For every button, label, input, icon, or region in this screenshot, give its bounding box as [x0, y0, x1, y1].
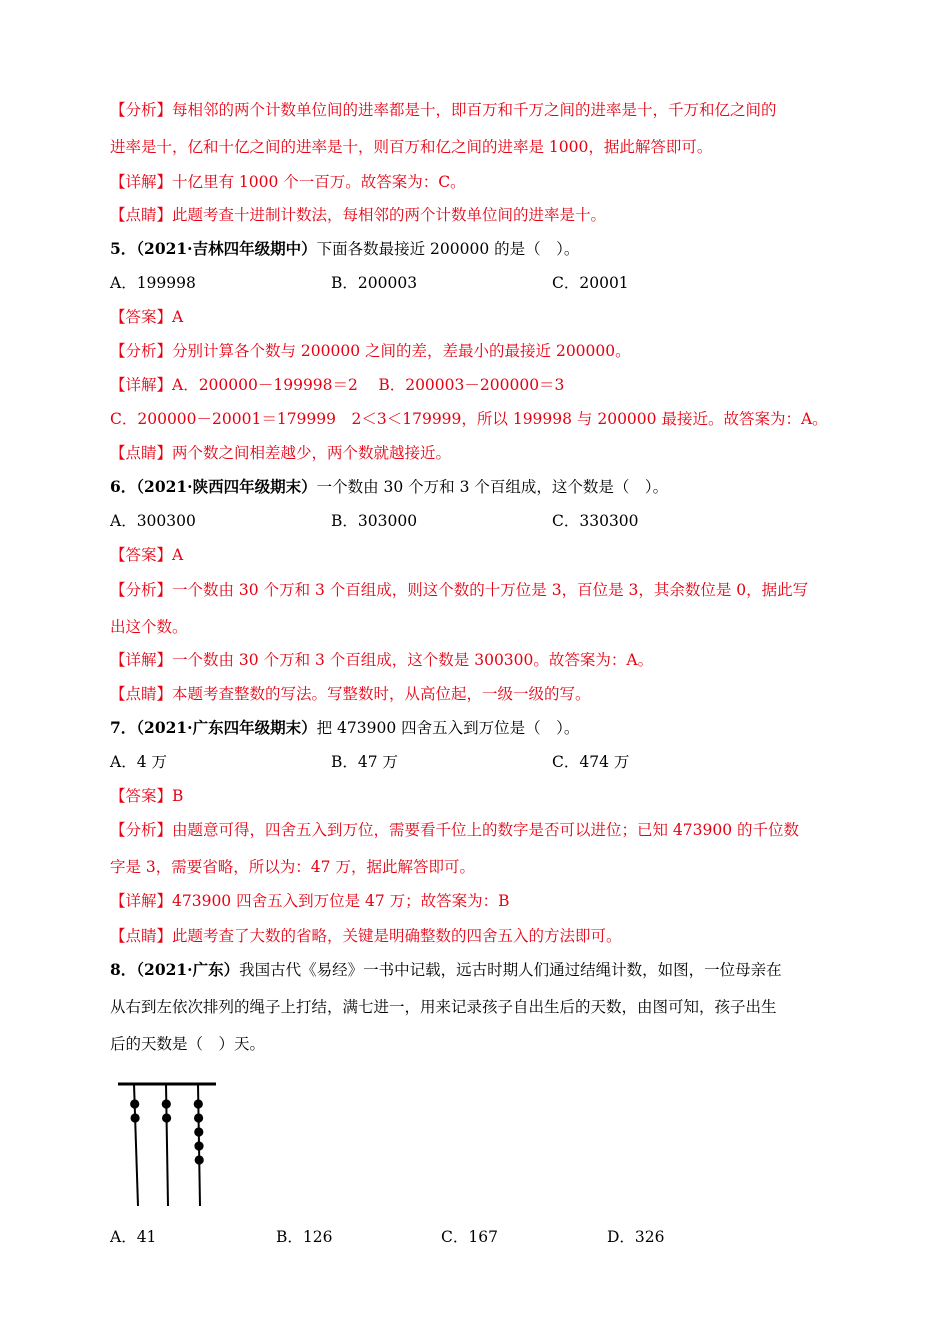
q8-option-c: C．167: [441, 1228, 498, 1246]
q6-option-c: C．330300: [552, 512, 639, 530]
knot: [194, 1099, 203, 1108]
q8-stem-line1: [110, 959, 842, 981]
q8-stem-line3: 后的天数是（ ）天。: [110, 1035, 266, 1053]
knot: [195, 1155, 204, 1164]
q8-option-a: A．41: [110, 1228, 157, 1246]
q6-analysis-line2: 出这个数。: [110, 618, 188, 636]
q7-analysis-line1: 【分析】由题意可得，四舍五入到万位，需要看千位上的数字是否可以进位；已知 473900 的千位数: [110, 821, 800, 839]
q5-answer: 【答案】A: [110, 308, 184, 326]
q7-answer: 【答案】B: [110, 787, 184, 805]
knot: [162, 1113, 171, 1122]
q7-option-c: C．474 万: [552, 753, 630, 771]
knot: [131, 1113, 140, 1122]
q8-text: 我国古代《易经》一书中记载，远古时期人们通过结绳计数，如图，一位母亲在: [239, 961, 782, 979]
q8-option-b: B．126: [276, 1228, 333, 1246]
q7-option-b: B．47 万: [331, 753, 399, 771]
q7-text: 把 473900 四舍五入到万位是（ ）。: [316, 719, 580, 737]
q8-source: （2021·广东）: [136, 960, 240, 979]
q6-source: （2021·陕西四年级期末）: [136, 477, 317, 496]
q6-analysis-line1: 【分析】一个数由 30 个万和 3 个百组成，则这个数的十万位是 3，百位是 3，其余数位是 0，据此写: [110, 581, 809, 599]
q7-stem: [110, 717, 842, 739]
q7-analysis-line2: 字是 3，需要省略，所以为：47 万，据此解答即可。: [110, 858, 475, 876]
q7-detail: 【详解】473900 四舍五入到万位是 47 万；故答案为：B: [110, 892, 510, 910]
q4-analysis-line2: 进率是十，亿和十亿之间的进率是十，则百万和亿之间的进率是 1000，据此解答即可。: [110, 138, 713, 156]
q5-detail-line1: 【详解】A．200000－199998＝2 B．200003－200000＝3: [110, 376, 565, 394]
q7-comment: 【点睛】此题考查了大数的省略，关键是明确整数的四舍五入的方法即可。: [110, 927, 622, 945]
q5-detail-line2: C．200000－20001＝179999 2＜3＜179999，所以 199998 与 200000 最接近。故答案为：A。: [110, 410, 828, 428]
q6-stem: [110, 476, 842, 498]
q8-option-d: D．326: [607, 1228, 665, 1246]
q8-number: 8．: [110, 960, 137, 979]
q7-source: （2021·广东四年级期末）: [136, 718, 317, 737]
knot: [194, 1141, 203, 1150]
q6-option-a: A．300300: [110, 512, 196, 530]
q5-stem: [110, 238, 842, 260]
knotted-rope-figure: [110, 1080, 230, 1210]
q5-analysis: 【分析】分别计算各个数与 200000 之间的差，差最小的最接近 200000。: [110, 342, 631, 360]
q6-option-b: B．303000: [331, 512, 418, 530]
q4-comment: 【点睛】此题考查十进制计数法，每相邻的两个计数单位间的进率是十。: [110, 206, 607, 224]
q6-comment: 【点睛】本题考查整数的写法。写整数时，从高位起，一级一级的写。: [110, 685, 591, 703]
q6-number: 6．: [110, 477, 137, 496]
knot: [194, 1113, 203, 1122]
knot: [162, 1099, 171, 1108]
q5-comment: 【点睛】两个数之间相差越少，两个数就越接近。: [110, 444, 452, 462]
q5-number: 5．: [110, 239, 137, 258]
q7-number: 7．: [110, 718, 137, 737]
q5-text: 下面各数最接近 200000 的是（ ）。: [316, 240, 580, 258]
q4-detail: 【详解】十亿里有 1000 个一百万。故答案为：C。: [110, 173, 466, 191]
q5-option-a: A．199998: [110, 274, 196, 292]
q7-option-a: A．4 万: [110, 753, 167, 771]
q5-source: （2021·吉林四年级期中）: [136, 239, 317, 258]
knot: [130, 1099, 139, 1108]
q5-option-b: B．200003: [331, 274, 418, 292]
q8-stem-line2: 从右到左依次排列的绳子上打结，满七进一，用来记录孩子自出生后的天数，由图可知，孩子出生: [110, 998, 777, 1016]
knot: [194, 1127, 203, 1136]
q6-answer: 【答案】A: [110, 546, 184, 564]
q4-analysis-line1: 【分析】每相邻的两个计数单位间的进率都是十，即百万和千万之间的进率是十，千万和亿之间的: [110, 101, 777, 119]
q6-detail: 【详解】一个数由 30 个万和 3 个百组成，这个数是 300300。故答案为：A。: [110, 651, 654, 669]
q5-option-c: C．20001: [552, 274, 629, 292]
q6-text: 一个数由 30 个万和 3 个百组成，这个数是（ ）。: [316, 478, 669, 496]
